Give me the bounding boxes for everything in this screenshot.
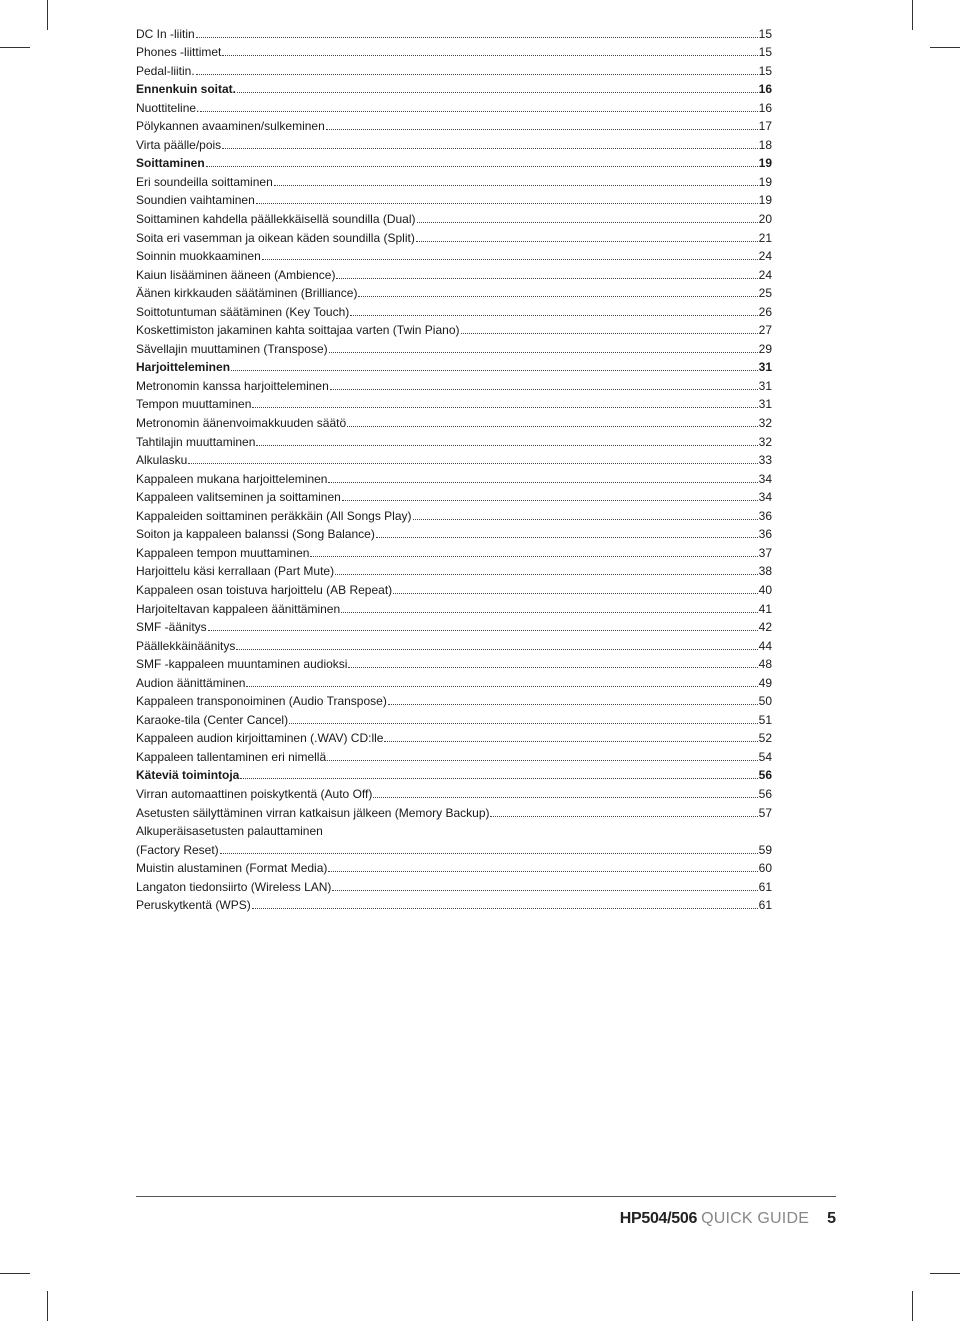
- toc-entry[interactable]: [136, 560, 772, 579]
- crop-mark: [0, 1273, 30, 1274]
- toc-entry[interactable]: [136, 653, 772, 672]
- toc-entry-page: 50: [758, 694, 772, 709]
- toc-entry-label: SMF -kappaleen muuntaminen audioksi: [136, 657, 348, 672]
- toc-entry[interactable]: [136, 263, 772, 282]
- toc-entry[interactable]: [136, 319, 772, 338]
- toc-entry[interactable]: [136, 59, 772, 78]
- toc-entry-page: 32: [758, 434, 772, 449]
- crop-mark: [912, 0, 913, 30]
- toc-dot-leader: [335, 574, 758, 575]
- toc-entry-page: 32: [758, 416, 772, 431]
- toc-entry[interactable]: [136, 857, 772, 876]
- toc-entry-page: 34: [758, 471, 772, 486]
- toc-entry-label: Sävellajin muuttaminen (Transpose): [136, 341, 328, 356]
- footer-model: HP504/506: [619, 1210, 698, 1227]
- toc-entry-page: 31: [758, 360, 772, 375]
- toc-entry-page: 21: [758, 230, 772, 245]
- toc-entry-page: 60: [758, 861, 772, 876]
- toc-entry-label: Soinnin muokkaaminen: [136, 249, 261, 264]
- toc-entry[interactable]: [136, 374, 772, 393]
- toc-entry-page: 16: [758, 82, 772, 97]
- toc-dot-leader: [393, 593, 757, 594]
- toc-dot-leader: [341, 612, 758, 613]
- toc-dot-leader: [196, 74, 758, 75]
- toc-entry-label: Soittaminen kahdella päällekkäisellä soundilla (Dual): [136, 212, 416, 227]
- toc-entry-page: 24: [758, 249, 772, 264]
- toc-dot-leader: [332, 890, 757, 891]
- toc-entry-page: 36: [758, 527, 772, 542]
- toc-dot-leader: [274, 185, 758, 186]
- toc-entry[interactable]: [136, 449, 772, 468]
- toc-dot-leader: [328, 482, 757, 483]
- crop-mark: [0, 47, 30, 48]
- toc-entry-page: 19: [758, 174, 772, 189]
- toc-entry-label: Harjoitteleminen: [136, 360, 231, 375]
- toc-entry-label: Muistin alustaminen (Format Media): [136, 861, 328, 876]
- toc-entry-label: Kappaleiden soittaminen peräkkäin (All Songs Play): [136, 508, 412, 523]
- toc-entry-label: Kappaleen valitseminen ja soittaminen: [136, 490, 341, 505]
- toc-entry-page: 15: [758, 63, 772, 78]
- toc-entry[interactable]: [136, 393, 772, 412]
- toc-dot-leader: [240, 778, 757, 779]
- toc-dot-leader: [330, 389, 758, 390]
- toc-entry[interactable]: [136, 226, 772, 245]
- toc-entry-page: 34: [758, 490, 772, 505]
- toc-section-heading[interactable]: [136, 152, 772, 171]
- toc-entry[interactable]: [136, 745, 772, 764]
- page-footer: [620, 1209, 836, 1229]
- toc-entry-page: 18: [758, 137, 772, 152]
- toc-entry-label: Metronomin äänenvoimakkuuden säätö: [136, 416, 347, 431]
- toc-entry-page: 38: [758, 564, 772, 579]
- toc-dot-leader: [336, 278, 757, 279]
- toc-entry-label: (Factory Reset): [136, 842, 219, 857]
- toc-entry-label: Karaoke-tila (Center Cancel): [136, 712, 289, 727]
- toc-entry[interactable]: [136, 115, 772, 134]
- toc-entry-label: Eri soundeilla soittaminen: [136, 174, 273, 189]
- toc-entry-label: Tahtilajin muuttaminen: [136, 434, 256, 449]
- toc-dot-leader: [416, 241, 758, 242]
- toc-entry-page: 52: [758, 731, 772, 746]
- footer-rule: [136, 1196, 836, 1197]
- toc-entry-page: 29: [758, 341, 772, 356]
- toc-entry-label: Alkulasku: [136, 453, 188, 468]
- toc-entry[interactable]: [136, 41, 772, 60]
- toc-entry-label: Pölykannen avaaminen/sulkeminen: [136, 119, 325, 134]
- toc-entry[interactable]: [136, 597, 772, 616]
- toc-dot-leader: [222, 55, 757, 56]
- toc-dot-leader: [461, 333, 758, 334]
- toc-dot-leader: [347, 426, 758, 427]
- toc-entry-page: 33: [758, 453, 772, 468]
- toc-entry[interactable]: [136, 801, 772, 820]
- toc-entry-page: 26: [758, 304, 772, 319]
- toc-entry-page: 51: [758, 712, 772, 727]
- toc-entry[interactable]: [136, 133, 772, 152]
- toc-section-heading[interactable]: [136, 78, 772, 97]
- toc-entry-page: 44: [758, 638, 772, 653]
- toc-entry-label: SMF -äänitys: [136, 620, 207, 635]
- toc-entry-label: Pedal-liitin.: [136, 63, 195, 78]
- toc-dot-leader: [256, 203, 758, 204]
- footer-page-number: 5: [827, 1210, 836, 1227]
- toc-dot-leader: [256, 445, 757, 446]
- toc-dot-leader: [252, 407, 757, 408]
- toc-entry-page: 48: [758, 657, 772, 672]
- toc-entry-page: 40: [758, 582, 772, 597]
- toc-dot-leader: [252, 908, 758, 909]
- toc-entry-label: Soita eri vasemman ja oikean käden soundilla (Split): [136, 230, 415, 245]
- toc-entry-label: Metronomin kanssa harjoitteleminen: [136, 378, 329, 393]
- toc-entry-label: Ennenkuin soitat.: [136, 82, 237, 97]
- toc-dot-leader: [348, 667, 757, 668]
- toc-entry-label: Nuottiteline.: [136, 100, 200, 115]
- toc-entry-page: 15: [758, 26, 772, 41]
- toc-entry-page: 27: [758, 323, 772, 338]
- toc-entry-page: 61: [758, 879, 772, 894]
- toc-entry-page: 37: [758, 545, 772, 560]
- toc-entry-label: Soiton ja kappaleen balanssi (Song Balance): [136, 527, 375, 542]
- toc-entry-label: Kappaleen transponoiminen (Audio Transpose): [136, 694, 387, 709]
- toc-dot-leader: [417, 222, 758, 223]
- toc-entry-label: Käteviä toimintoja: [136, 768, 240, 783]
- toc-dot-leader: [350, 315, 757, 316]
- toc-entry[interactable]: [136, 727, 772, 746]
- toc-section-heading[interactable]: [136, 764, 772, 783]
- toc-entry[interactable]: [136, 467, 772, 486]
- toc-entry-page: 31: [758, 378, 772, 393]
- toc-entry-page: 54: [758, 749, 772, 764]
- toc-entry[interactable]: [136, 875, 772, 894]
- toc-entry-label: Kappaleen mukana harjoitteleminen: [136, 471, 328, 486]
- toc-dot-leader: [358, 296, 757, 297]
- toc-dot-leader: [206, 166, 758, 167]
- crop-mark: [930, 47, 960, 48]
- toc-dot-leader: [388, 704, 758, 705]
- toc-section-heading[interactable]: [136, 356, 772, 375]
- toc-entry-label: Kappaleen tallentaminen eri nimellä: [136, 749, 327, 764]
- toc-entry-page: 15: [758, 45, 772, 60]
- toc-entry-page: 56: [758, 768, 772, 783]
- toc-entry[interactable]: [136, 170, 772, 189]
- toc-entry-page: 19: [758, 156, 772, 171]
- toc-dot-leader: [262, 259, 758, 260]
- toc-dot-leader: [328, 871, 757, 872]
- toc-dot-leader: [196, 37, 758, 38]
- toc-entry-label: Kappaleen osan toistuva harjoittelu (AB Repeat): [136, 582, 393, 597]
- toc-entry[interactable]: [136, 300, 772, 319]
- toc-dot-leader: [246, 686, 757, 687]
- toc-entry[interactable]: [136, 708, 772, 727]
- toc-entry-page: 16: [758, 100, 772, 115]
- toc-entry-label: Päällekkäinäänitys: [136, 638, 236, 653]
- toc-entry-label: Alkuperäisasetusten palauttaminen: [136, 824, 323, 839]
- crop-mark: [47, 1291, 48, 1321]
- toc-entry[interactable]: [136, 504, 772, 523]
- toc-entry[interactable]: [136, 690, 772, 709]
- toc-entry-label: Soittotuntuman säätäminen (Key Touch): [136, 304, 350, 319]
- toc-entry-label: Kappaleen tempon muuttaminen: [136, 545, 310, 560]
- toc-entry-page: 42: [758, 620, 772, 635]
- toc-entry[interactable]: [136, 820, 772, 839]
- toc-dot-leader: [231, 370, 758, 371]
- footer-guide-title: QUICK GUIDE: [701, 1210, 810, 1227]
- toc-dot-leader: [384, 741, 757, 742]
- toc-dot-leader: [376, 537, 758, 538]
- toc-dot-leader: [289, 723, 758, 724]
- toc-dot-leader: [342, 500, 758, 501]
- toc-entry-page: 25: [758, 286, 772, 301]
- toc-dot-leader: [310, 556, 757, 557]
- toc-entry-page: 17: [758, 119, 772, 134]
- toc-entry-label: Soundien vaihtaminen: [136, 193, 255, 208]
- toc-entry[interactable]: [136, 894, 772, 913]
- toc-entry[interactable]: [136, 22, 772, 41]
- toc-entry-page: 59: [758, 842, 772, 857]
- toc-entry-label: Harjoiteltavan kappaleen äänittäminen: [136, 601, 341, 616]
- toc-entry[interactable]: [136, 838, 772, 857]
- toc-entry-page: 19: [758, 193, 772, 208]
- toc-dot-leader: [236, 649, 757, 650]
- toc-dot-leader: [490, 816, 757, 817]
- toc-entry[interactable]: [136, 245, 772, 264]
- toc-entry-label: Langaton tiedonsiirto (Wireless LAN): [136, 879, 332, 894]
- toc-entry-label: Tempon muuttaminen: [136, 397, 252, 412]
- table-of-contents: [136, 22, 772, 912]
- toc-entry-label: Kaiun lisääminen ääneen (Ambience): [136, 267, 336, 282]
- toc-entry-label: Soittaminen: [136, 156, 205, 171]
- toc-entry-label: Phones -liittimet: [136, 45, 222, 60]
- toc-entry[interactable]: [136, 541, 772, 560]
- toc-dot-leader: [222, 148, 757, 149]
- toc-entry-label: Kappaleen audion kirjoittaminen (.WAV) CD:lle: [136, 731, 384, 746]
- toc-entry[interactable]: [136, 189, 772, 208]
- toc-entry-page: 24: [758, 267, 772, 282]
- toc-dot-leader: [220, 853, 758, 854]
- toc-dot-leader: [327, 760, 758, 761]
- toc-dot-leader: [413, 519, 758, 520]
- toc-dot-leader: [326, 129, 758, 130]
- toc-dot-leader: [237, 92, 758, 93]
- toc-entry-page: 57: [758, 805, 772, 820]
- toc-entry-label: Harjoittelu käsi kerrallaan (Part Mute): [136, 564, 335, 579]
- toc-entry[interactable]: [136, 337, 772, 356]
- toc-entry-label: Audion äänittäminen: [136, 675, 246, 690]
- toc-entry[interactable]: [136, 578, 772, 597]
- toc-entry[interactable]: [136, 634, 772, 653]
- toc-entry[interactable]: [136, 616, 772, 635]
- crop-mark: [930, 1273, 960, 1274]
- crop-mark: [912, 1291, 913, 1321]
- toc-entry-label: Äänen kirkkauden säätäminen (Brilliance): [136, 286, 358, 301]
- toc-entry[interactable]: [136, 430, 772, 449]
- toc-entry[interactable]: [136, 96, 772, 115]
- toc-dot-leader: [188, 463, 757, 464]
- toc-entry-page: 31: [758, 397, 772, 412]
- toc-entry-page: 49: [758, 675, 772, 690]
- toc-entry[interactable]: [136, 207, 772, 226]
- crop-mark: [47, 0, 48, 30]
- toc-entry-page: 61: [758, 898, 772, 913]
- toc-dot-leader: [329, 352, 758, 353]
- toc-entry-label: Asetusten säilyttäminen virran katkaisun jälkeen (Memory Backup): [136, 805, 490, 820]
- toc-entry[interactable]: [136, 671, 772, 690]
- toc-entry[interactable]: [136, 523, 772, 542]
- toc-entry-label: DC In -liitin: [136, 26, 195, 41]
- toc-dot-leader: [373, 797, 757, 798]
- toc-entry[interactable]: [136, 486, 772, 505]
- toc-entry-page: 36: [758, 508, 772, 523]
- toc-entry-label: Koskettimiston jakaminen kahta soittajaa varten (Twin Piano): [136, 323, 460, 338]
- toc-entry[interactable]: [136, 782, 772, 801]
- toc-entry[interactable]: [136, 282, 772, 301]
- toc-dot-leader: [200, 111, 757, 112]
- toc-entry-label: Virta päälle/pois: [136, 137, 222, 152]
- toc-entry-page: 56: [758, 786, 772, 801]
- toc-entry[interactable]: [136, 411, 772, 430]
- toc-entry-label: Peruskytkentä (WPS): [136, 898, 251, 913]
- toc-entry-page: 41: [758, 601, 772, 616]
- toc-dot-leader: [208, 630, 758, 631]
- toc-entry-label: Virran automaattinen poiskytkentä (Auto Off): [136, 786, 373, 801]
- toc-entry-page: 20: [758, 212, 772, 227]
